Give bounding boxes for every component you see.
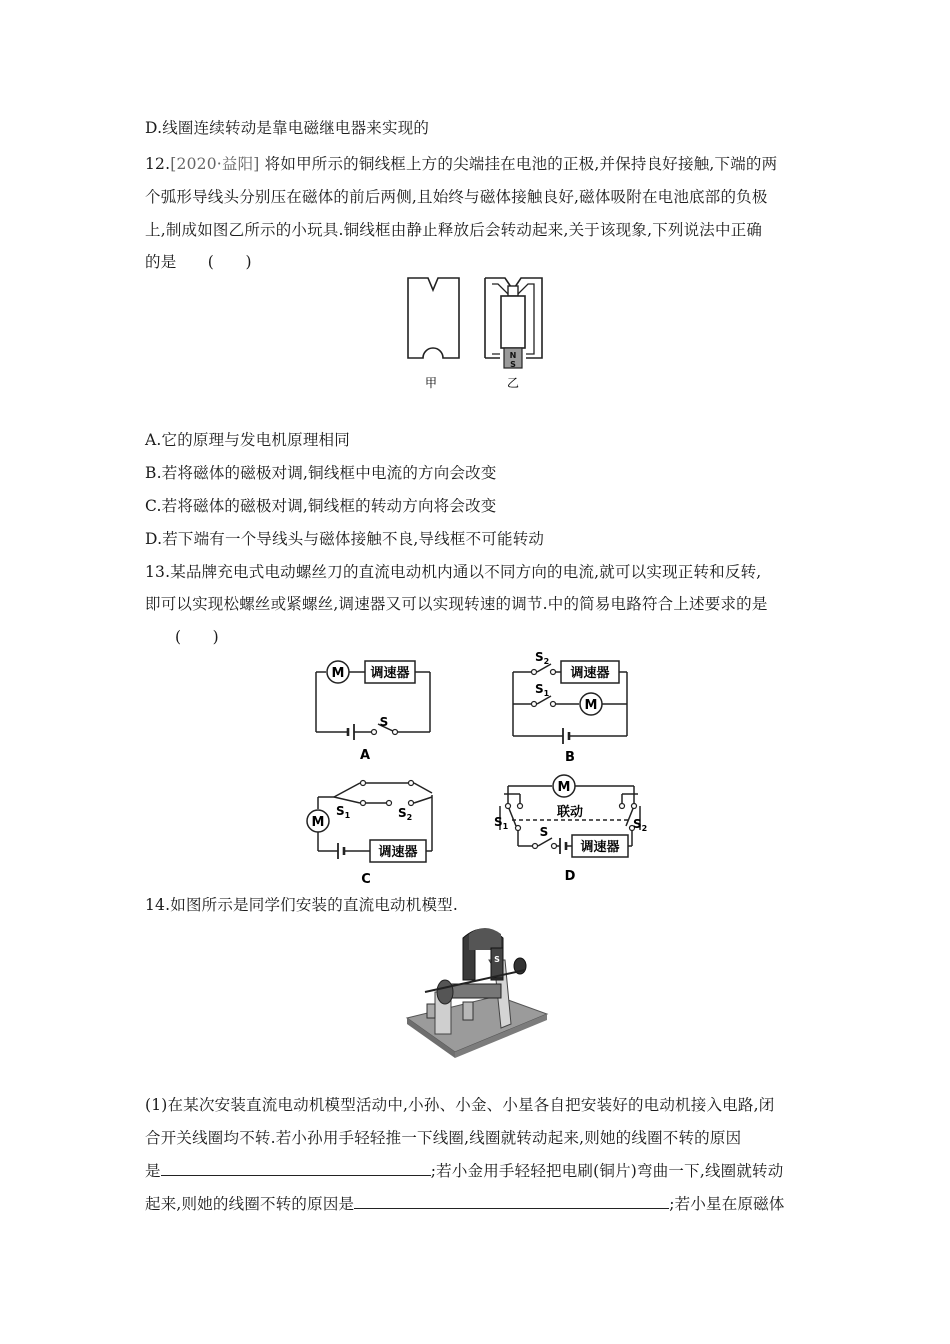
circuit-d — [490, 770, 650, 890]
q12-stem-line3: 上,制成如图乙所示的小玩具.铜线框由静止释放后会转动起来,关于该现象,下列说法中正确 — [145, 221, 763, 239]
circuit-a-label: A — [359, 748, 371, 763]
speed-controller-label: 调速器 — [570, 666, 610, 681]
s1-subscript: 1 — [344, 811, 351, 820]
circuit-b-label: B — [565, 750, 575, 765]
speed-controller-label: 调速器 — [370, 666, 410, 681]
magnet-s-label: S — [510, 360, 516, 369]
label-jia: 甲 — [424, 376, 438, 390]
q12-option-d: D.若下端有一个导线头与磁体接触不良,导线框不可能转动 — [145, 530, 545, 548]
switch-s2-label — [535, 650, 549, 666]
q12-source: [2020·益阳] — [170, 155, 260, 173]
s2-letter: S — [633, 817, 642, 831]
q12-option-c: C.若将磁体的磁极对调,铜线框的转动方向将会改变 — [145, 497, 497, 515]
s2-subscript: 2 — [543, 657, 550, 666]
q14-p1-line4-start: 起来,则她的线圈不转的原因是 — [145, 1195, 355, 1213]
s2-letter: S — [398, 806, 407, 820]
q12-stem-line1 — [145, 152, 777, 174]
switch-s1-label — [336, 804, 351, 820]
q12-option-b: B.若将磁体的磁极对调,铜线框中电流的方向会改变 — [145, 464, 497, 482]
q14-p1-line3-start: 是 — [145, 1162, 161, 1180]
commutator — [437, 980, 453, 1004]
switch-s-label: S — [539, 825, 549, 839]
q12-stem-text: 将如甲所示的铜线框上方的尖端挂在电池的正极,并保持良好接触,下端的两 — [259, 155, 778, 173]
q11-option-d: D.线圈连续转动是靠电磁继电器来实现的 — [145, 119, 430, 137]
q14-p1-line3 — [145, 1159, 783, 1181]
s2-subscript: 2 — [641, 824, 648, 833]
s2-letter: S — [535, 650, 544, 664]
q13-stem-line1: 13.某品牌充电式电动螺丝刀的直流电动机内通以不同方向的电流,就可以实现正转和反转, — [145, 563, 762, 581]
battery-terminal — [508, 286, 518, 296]
speed-controller-label: 调速器 — [580, 840, 620, 855]
q14-p1-line4 — [145, 1192, 785, 1214]
q12-option-a: A.它的原理与发电机原理相同 — [145, 431, 350, 449]
speed-controller-label: 调速器 — [378, 845, 418, 860]
q12-stem-line4: 的是 ( ) — [145, 253, 252, 271]
s2-subscript: 2 — [406, 813, 413, 822]
s1-subscript: 1 — [502, 822, 509, 831]
q14-p1-line3-end: ;若小金用手轻轻把电刷(铜片)弯曲一下,线圈就转动 — [430, 1162, 784, 1180]
q12-stem-line2: 个弧形导线头分别压在磁体的前后两侧,且始终与磁体接触良好,磁体吸附在电池底部的负极 — [145, 188, 768, 206]
switch-s1-label — [494, 815, 509, 831]
switch-s1-label — [535, 682, 550, 698]
q14-p1-line1: (1)在某次安装直流电动机模型活动中,小孙、小金、小星各自把安装好的电动机接入电路,闭 — [145, 1096, 775, 1114]
brush — [427, 1004, 435, 1018]
q14-p1-line4-end: ;若小星在原磁体 — [669, 1195, 785, 1213]
q12-figure — [400, 270, 550, 395]
circuit-b — [505, 648, 640, 766]
q12-number: 12. — [145, 155, 171, 173]
answer-blank-2[interactable] — [354, 1193, 669, 1209]
switch-s-label: S — [379, 715, 389, 729]
q13-stem-line3: ( ) — [175, 628, 219, 646]
q13-stem-line2: 即可以实现松螺丝或紧螺丝,调速器又可以实现转速的调节.中的简易电路符合上述要求的是 — [145, 595, 768, 613]
circuit-c — [298, 775, 448, 887]
motor-label: M — [331, 666, 345, 681]
circuit-d-label: D — [564, 869, 576, 884]
battery — [501, 296, 525, 348]
s1-letter: S — [494, 815, 503, 829]
switch-s2-label — [398, 806, 412, 822]
motor-label: M — [557, 780, 571, 795]
coil — [451, 984, 501, 998]
q14-stem: 14.如图所示是同学们安装的直流电动机模型. — [145, 896, 458, 914]
copper-frame-jia — [408, 278, 459, 358]
motor-label: M — [311, 815, 325, 830]
magnet-s-label: S — [494, 955, 500, 964]
answer-blank-1[interactable] — [161, 1160, 431, 1176]
linked-label: 联动 — [556, 805, 584, 820]
q14-p1-line2: 合开关线圈均不转.若小孙用手轻轻推一下线圈,线圈就转动起来,则她的线圈不转的原因 — [145, 1129, 742, 1147]
motor-model-figure — [405, 920, 550, 1060]
s1-letter: S — [336, 804, 345, 818]
magnet-n-label: N — [509, 351, 517, 360]
motor-label: M — [584, 698, 598, 713]
switch-s2-label — [633, 817, 647, 833]
s1-subscript: 1 — [543, 689, 550, 698]
s1-letter: S — [535, 682, 544, 696]
label-yi: 乙 — [506, 376, 520, 390]
circuit-a — [310, 652, 445, 764]
circuit-c-label: C — [361, 872, 371, 887]
